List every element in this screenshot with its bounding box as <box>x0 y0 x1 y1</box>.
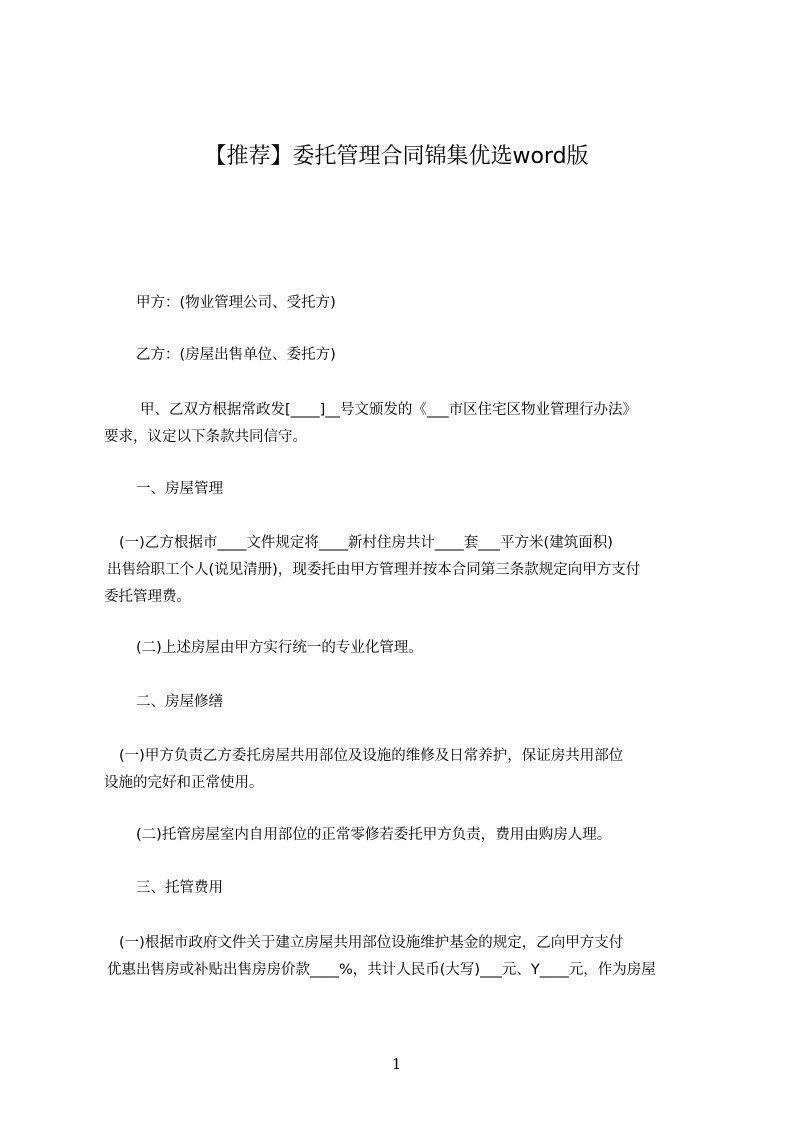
section-2-item-1-line-2: 设施的完好和正常使用。 <box>104 775 264 791</box>
section-1-item-1-line-1: (一)乙方根据市____文件规定将____新村住房共计____套___平方米(建筑面积) <box>119 535 613 551</box>
section-1-heading: 一、房屋管理 <box>136 481 223 497</box>
section-1-item-1-line-2: 出售给职工个人(说见清册)，现委托由甲方管理并按本合同第三条款规定向甲方支付 <box>107 562 641 578</box>
party-a-line: 甲方：(物业管理公司、受托方) <box>136 295 336 311</box>
section-2-item-2: (二)托管房屋室内自用部位的正常零修若委托甲方负责，费用由购房人理。 <box>136 827 612 843</box>
section-1-item-2: (二)上述房屋由甲方实行统一的专业化管理。 <box>136 640 423 656</box>
party-b-line: 乙方：(房屋出售单位、委托方) <box>136 347 336 363</box>
section-1-item-1-line-3: 委托管理费。 <box>104 589 191 605</box>
document-title: 【推荐】委托管理合同锦集优选word版 <box>204 144 589 169</box>
intro-line-2: 要求，议定以下条款共同信守。 <box>104 429 307 445</box>
section-3-item-1-line-1: (一)根据市政府文件关于建立房屋共用部位设施维护基金的规定，乙向甲方支付 <box>119 935 624 951</box>
page-number: 1 <box>391 1055 402 1073</box>
section-2-heading: 二、房屋修缮 <box>136 694 223 710</box>
section-2-item-1-line-1: (一)甲方负责乙方委托房屋共用部位及设施的维修及日常养护，保证房共用部位 <box>119 748 624 764</box>
intro-line-1: 甲、乙双方根据常政发[____]__号文颁发的《___市区住宅区物业管理行办法》 <box>140 402 638 418</box>
section-3-item-1-line-2: 优惠出售房或补贴出售房房价款____%，共计人民币(大写)___元、Y____元，作为房屋 <box>107 962 656 978</box>
section-3-heading: 三、托管费用 <box>136 880 223 896</box>
